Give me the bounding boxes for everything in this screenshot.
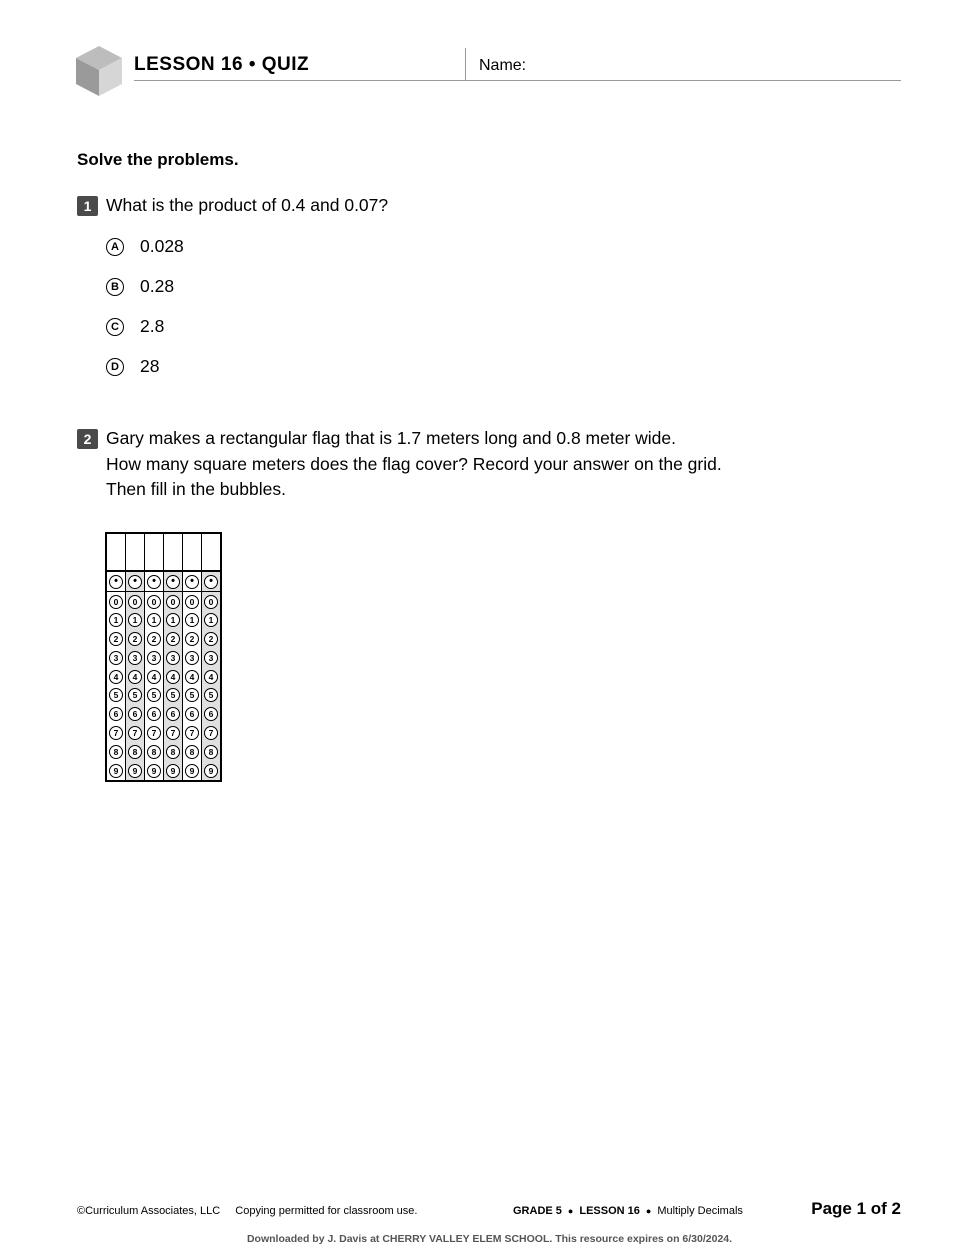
- answer-entry-box[interactable]: [145, 534, 163, 572]
- digit-bubble[interactable]: 9: [185, 764, 199, 778]
- answer-entry-box[interactable]: [164, 534, 182, 572]
- answer-choice-a[interactable]: [106, 236, 184, 257]
- bubble-row: [202, 592, 220, 611]
- digit-bubble[interactable]: 3: [166, 651, 180, 665]
- bubble-row: [164, 572, 182, 592]
- grid-column: [164, 534, 183, 780]
- bubble-row: [145, 742, 163, 761]
- decimal-point-bubble[interactable]: •: [204, 575, 218, 589]
- digit-bubble[interactable]: 0: [147, 595, 161, 609]
- digit-bubble[interactable]: 4: [166, 670, 180, 684]
- answer-entry-box[interactable]: [107, 534, 125, 572]
- digit-bubble[interactable]: 6: [166, 707, 180, 721]
- digit-bubble[interactable]: 7: [128, 726, 142, 740]
- digit-bubble[interactable]: 3: [109, 651, 123, 665]
- bubble-row: [107, 592, 125, 611]
- header-divider: [465, 48, 466, 81]
- choice-value: 28: [140, 356, 160, 376]
- digit-bubble[interactable]: 9: [204, 764, 218, 778]
- bubble-row: [164, 611, 182, 630]
- bubble-row: [183, 667, 201, 686]
- digit-bubble[interactable]: 9: [109, 764, 123, 778]
- digit-bubble[interactable]: 9: [128, 764, 142, 778]
- digit-bubble[interactable]: 7: [147, 726, 161, 740]
- bubble-row: [164, 592, 182, 611]
- bubble-row: [145, 724, 163, 743]
- bubble-row: [164, 705, 182, 724]
- bubble-row: [126, 742, 144, 761]
- bubble-row: [183, 724, 201, 743]
- bubble-row: [126, 724, 144, 743]
- digit-bubble[interactable]: 7: [166, 726, 180, 740]
- digit-bubble[interactable]: 8: [128, 745, 142, 759]
- answer-choice-b[interactable]: [106, 276, 174, 297]
- digit-bubble[interactable]: 5: [147, 688, 161, 702]
- digit-bubble[interactable]: 5: [109, 688, 123, 702]
- grid-column: [183, 534, 202, 780]
- digit-bubble[interactable]: 0: [109, 595, 123, 609]
- digit-bubble[interactable]: 2: [185, 632, 199, 646]
- bubble-row: [183, 630, 201, 649]
- bubble-row: [145, 705, 163, 724]
- header-rule: [134, 80, 901, 81]
- grid-column: [107, 534, 126, 780]
- bubble-row: [145, 592, 163, 611]
- question-text: [106, 426, 722, 503]
- bubble-row: [183, 592, 201, 611]
- bubble-row: [164, 742, 182, 761]
- bubble-row: [183, 649, 201, 668]
- digit-bubble[interactable]: 8: [185, 745, 199, 759]
- digit-bubble[interactable]: 4: [204, 670, 218, 684]
- name-label: Name:: [479, 57, 527, 74]
- bubble-row: [183, 742, 201, 761]
- bubble-row: [202, 761, 220, 780]
- bubble-row: [202, 630, 220, 649]
- bubble-row: [202, 742, 220, 761]
- bubble-row: [126, 649, 144, 668]
- grid-column: [145, 534, 164, 780]
- bubble-row: [164, 630, 182, 649]
- digit-bubble[interactable]: 9: [166, 764, 180, 778]
- bubble-row: [107, 686, 125, 705]
- bubble-row: [107, 649, 125, 668]
- digit-bubble[interactable]: 7: [185, 726, 199, 740]
- digit-bubble[interactable]: 2: [109, 632, 123, 646]
- digit-bubble[interactable]: 5: [204, 688, 218, 702]
- digit-bubble[interactable]: 5: [166, 688, 180, 702]
- digit-bubble[interactable]: 6: [185, 707, 199, 721]
- answer-choice-c[interactable]: [106, 316, 164, 337]
- bubble-row: [183, 686, 201, 705]
- bubble-row: [126, 705, 144, 724]
- digit-bubble[interactable]: 0: [128, 595, 142, 609]
- digit-bubble[interactable]: 1: [109, 613, 123, 627]
- digit-bubble[interactable]: 6: [204, 707, 218, 721]
- answer-entry-box[interactable]: [202, 534, 220, 572]
- bubble-row: [107, 572, 125, 592]
- bubble-row: [164, 649, 182, 668]
- digit-bubble[interactable]: 9: [147, 764, 161, 778]
- bubble-row: [126, 686, 144, 705]
- question-line: Gary makes a rectangular flag that is 1.7 meters long and 0.8 meter wide.: [106, 428, 677, 448]
- bubble-row: [107, 667, 125, 686]
- decimal-point-bubble[interactable]: •: [166, 575, 180, 589]
- digit-bubble[interactable]: 1: [166, 613, 180, 627]
- digit-bubble[interactable]: 5: [128, 688, 142, 702]
- digit-bubble[interactable]: 5: [185, 688, 199, 702]
- digit-bubble[interactable]: 7: [109, 726, 123, 740]
- digit-bubble[interactable]: 8: [204, 745, 218, 759]
- answer-choice-d[interactable]: [106, 356, 159, 377]
- digit-bubble[interactable]: 0: [185, 595, 199, 609]
- bubble-row: [145, 572, 163, 592]
- bubble-row: [145, 761, 163, 780]
- question-line: Then fill in the bubbles.: [106, 479, 286, 499]
- digit-bubble[interactable]: 4: [128, 670, 142, 684]
- bubble-row: [164, 761, 182, 780]
- bubble-row: [202, 649, 220, 668]
- bubble-row: [126, 572, 144, 592]
- bubble-row: [107, 611, 125, 630]
- bubble-row: [202, 572, 220, 592]
- choice-value: 0.28: [140, 276, 175, 296]
- decimal-point-bubble[interactable]: •: [128, 575, 142, 589]
- digit-bubble[interactable]: 2: [147, 632, 161, 646]
- bubble-row: [202, 611, 220, 630]
- decimal-point-bubble[interactable]: •: [185, 575, 199, 589]
- decimal-point-bubble[interactable]: •: [109, 575, 123, 589]
- bubble-row: [145, 630, 163, 649]
- bubble-row: [202, 686, 220, 705]
- bubble-row: [126, 761, 144, 780]
- bubble-row: [183, 761, 201, 780]
- bubble-row: [107, 630, 125, 649]
- bubble-row: [145, 667, 163, 686]
- grid-column: [126, 534, 145, 780]
- bubble-row: [126, 592, 144, 611]
- digit-bubble[interactable]: 6: [147, 707, 161, 721]
- choice-letter: A: [106, 238, 124, 256]
- bubble-row: [202, 724, 220, 743]
- bubble-row: [164, 667, 182, 686]
- bubble-row: [164, 724, 182, 743]
- digit-bubble[interactable]: 3: [204, 651, 218, 665]
- choice-letter: B: [106, 278, 124, 296]
- digit-bubble[interactable]: 2: [166, 632, 180, 646]
- page-number: Page 1 of 2: [811, 1199, 901, 1218]
- bubble-row: [107, 742, 125, 761]
- digit-bubble[interactable]: 1: [147, 613, 161, 627]
- answer-entry-box[interactable]: [183, 534, 201, 572]
- download-note: Downloaded by J. Davis at CHERRY VALLEY ELEM SCHOOL. This resource expires on 6/30/2024.: [246, 1233, 733, 1245]
- bubble-row: [164, 686, 182, 705]
- digit-bubble[interactable]: 4: [109, 670, 123, 684]
- bubble-row: [145, 649, 163, 668]
- bubble-row: [126, 667, 144, 686]
- digit-bubble[interactable]: 8: [166, 745, 180, 759]
- footer-copyright: ©Curriculum Associates, LLC Copying permitted for classroom use.: [77, 1205, 418, 1217]
- digit-bubble[interactable]: 0: [166, 595, 180, 609]
- digit-bubble[interactable]: 2: [128, 632, 142, 646]
- digit-bubble[interactable]: 3: [147, 651, 161, 665]
- cube-logo-icon: [74, 44, 124, 98]
- choice-letter: C: [106, 318, 124, 336]
- digit-bubble[interactable]: 4: [147, 670, 161, 684]
- bubble-row: [107, 724, 125, 743]
- choice-value: 2.8: [140, 316, 165, 336]
- grid-column: [202, 534, 220, 780]
- answer-grid: [105, 532, 222, 782]
- question-line: How many square meters does the flag cover? Record your answer on the grid.: [106, 453, 722, 474]
- bubble-row: [126, 630, 144, 649]
- instructions: Solve the problems.: [77, 150, 239, 169]
- choice-letter: D: [106, 358, 124, 376]
- choice-value: 0.028: [140, 236, 184, 256]
- digit-bubble[interactable]: 1: [185, 613, 199, 627]
- digit-bubble[interactable]: 0: [204, 595, 218, 609]
- answer-entry-box[interactable]: [126, 534, 144, 572]
- bubble-row: [202, 705, 220, 724]
- digit-bubble[interactable]: 6: [109, 707, 123, 721]
- digit-bubble[interactable]: 1: [204, 613, 218, 627]
- decimal-point-bubble[interactable]: •: [147, 575, 161, 589]
- digit-bubble[interactable]: 3: [185, 651, 199, 665]
- bubble-row: [183, 705, 201, 724]
- digit-bubble[interactable]: 4: [185, 670, 199, 684]
- bubble-row: [183, 611, 201, 630]
- digit-bubble[interactable]: 1: [128, 613, 142, 627]
- bubble-row: [126, 611, 144, 630]
- bubble-row: [202, 667, 220, 686]
- question-text: What is the product of 0.4 and 0.07?: [106, 195, 389, 215]
- digit-bubble[interactable]: 8: [109, 745, 123, 759]
- digit-bubble[interactable]: 8: [147, 745, 161, 759]
- bubble-row: [145, 686, 163, 705]
- digit-bubble[interactable]: 7: [204, 726, 218, 740]
- bubble-row: [145, 611, 163, 630]
- footer-lesson-info: GRADE 5 ● LESSON 16 ● Multiply Decimals: [513, 1205, 743, 1217]
- bubble-row: [107, 705, 125, 724]
- digit-bubble[interactable]: 2: [204, 632, 218, 646]
- question-number-badge: 2: [77, 429, 98, 449]
- question-number-badge: 1: [77, 196, 98, 216]
- bubble-row: [107, 761, 125, 780]
- bubble-row: [183, 572, 201, 592]
- page-title: LESSON 16 • QUIZ: [134, 54, 310, 75]
- digit-bubble[interactable]: 6: [128, 707, 142, 721]
- digit-bubble[interactable]: 3: [128, 651, 142, 665]
